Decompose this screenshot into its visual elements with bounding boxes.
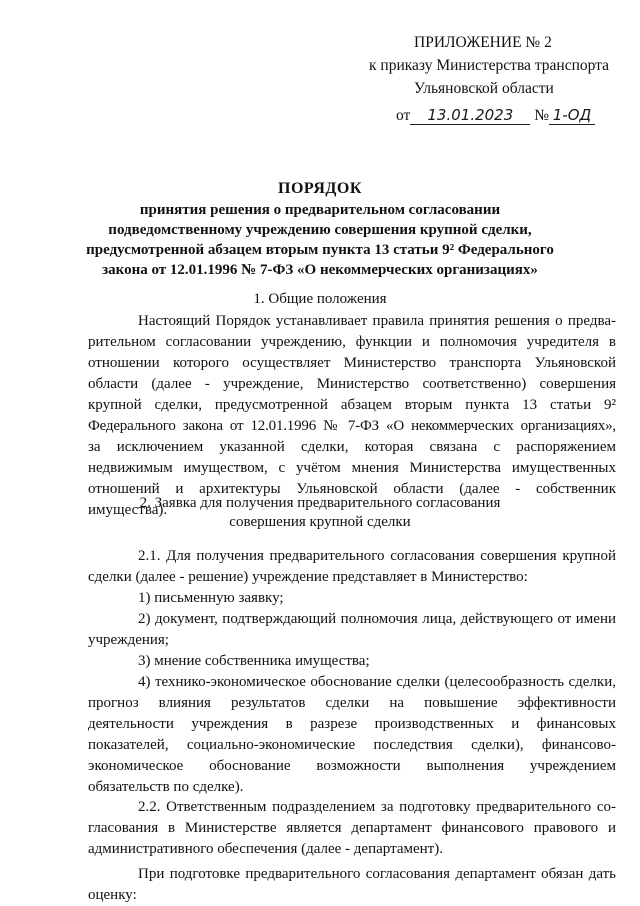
text-line: Настоящий Порядок устанавливает правила принятия решения о предва-	[138, 313, 616, 329]
number-prefix: №	[534, 107, 549, 124]
text-line: 2.2. Ответственным подразделением за подготовку предварительного со-	[138, 799, 616, 815]
text-line: Федерального закона от 12.01.1996 № 7-ФЗ «О некоммерческих организациях»,	[88, 418, 616, 434]
title-line-4: закона от 12.01.1996 № 7-ФЗ «О некоммерческих организациях»	[102, 262, 538, 278]
text-line: показателей, социально-экономические последствия сделки), финансово-	[88, 737, 616, 753]
text-line: сделки (далее - решение) учреждение представляет в Министерство:	[88, 569, 528, 585]
text-line: 2.1. Для получения предварительного согласования совершения крупной	[138, 548, 616, 564]
text-line: недвижимым имуществом, с учётом мнения Министерства имущественных	[88, 460, 616, 476]
region-name: Ульяновской области	[414, 80, 554, 97]
list-item: 3) мнение собственника имущества;	[138, 653, 370, 669]
list-item: 1) письменную заявку;	[138, 590, 284, 606]
order-reference: к приказу Министерства транспорта	[369, 57, 610, 74]
paragraph-2-3	[88, 864, 616, 906]
text-line: отношении которого осуществляет Министерство транспорта Ульяновской	[88, 355, 616, 371]
section-2-heading-line-1: 2. Заявка для получения предварительного согласования	[139, 495, 501, 511]
title-line-1: принятия решения о предварительном согласовании	[139, 202, 501, 218]
section-1-paragraph	[88, 311, 616, 521]
document-title: ПОРЯДОК	[278, 180, 362, 197]
text-line: крупной сделки, предусмотренной абзацем вторым пункта 13 статьи 9²	[88, 397, 616, 413]
text-line: деятельности учреждения в разрезе производственных и финансовых	[88, 716, 616, 732]
handwritten-number: 1-ОД	[549, 106, 595, 125]
paragraph-2-1	[88, 546, 616, 798]
list-item: 2) документ, подтверждающий полномочия лица, действующего от имени	[138, 611, 616, 627]
text-line: отношений и архитектуры Ульяновской области (далее - собственник	[88, 481, 616, 497]
order-date-number	[396, 106, 595, 125]
text-line: области (далее - учреждение, Министерство соответственно) совершения	[88, 376, 616, 392]
text-line: экономическое обоснование возможности выполнения учреждением	[88, 758, 616, 774]
text-line: за исключением указанной сделки, которая связана с распоряжением	[88, 439, 616, 455]
text-line: оценку:	[88, 887, 137, 903]
text-line: административного обеспечения (далее - департамент).	[88, 841, 443, 857]
text-line: гласования в Министерстве является департамент финансового правового и	[88, 820, 616, 836]
handwritten-date: 13.01.2023	[410, 106, 530, 125]
text-line: прогноз влияния результатов сделки на повышение эффективности	[88, 695, 616, 711]
appendix-number: ПРИЛОЖЕНИЕ № 2	[414, 34, 552, 51]
text-line: учреждения;	[88, 632, 169, 648]
title-line-3: предусмотренной абзацем вторым пункта 13 статьи 9² Федерального	[86, 242, 554, 258]
text-line: При подготовке предварительного согласования департамент обязан дать	[138, 866, 616, 882]
title-line-2: подведомственному учреждению совершения крупной сделки,	[108, 222, 532, 238]
text-line: имущества).	[88, 502, 168, 518]
date-prefix: от	[396, 107, 411, 124]
section-2-heading-line-2: совершения крупной сделки	[229, 514, 411, 530]
text-line: обязательств по сделке).	[88, 779, 244, 795]
paragraph-2-2	[88, 797, 616, 860]
section-1-heading: 1. Общие положения	[253, 291, 387, 307]
text-line: рительном согласовании учреждению, функции и полномочия учредителя в	[88, 334, 616, 350]
list-item: 4) технико-экономическое обоснование сделки (целесообразность сделки,	[138, 674, 616, 690]
